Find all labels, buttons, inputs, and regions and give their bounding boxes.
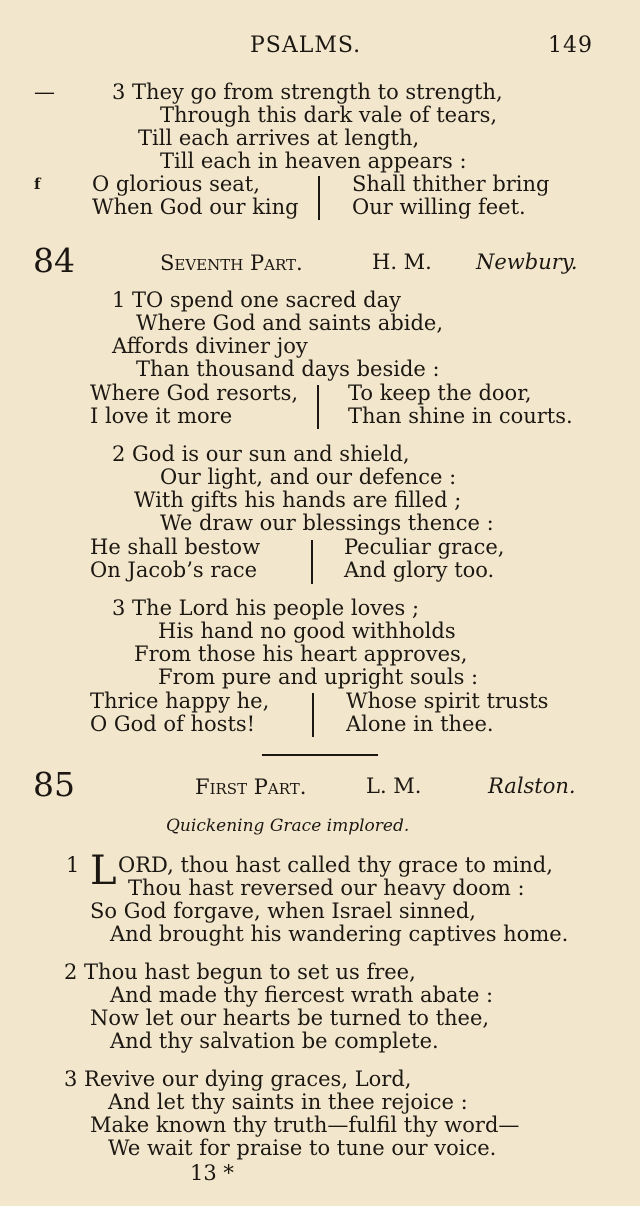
- verse-line: We draw our blessings thence :: [160, 511, 494, 535]
- couplet-right: Than shine in courts.: [348, 404, 573, 428]
- couplet-right: Peculiar grace,: [344, 535, 505, 559]
- hymn-number: 85: [33, 765, 75, 804]
- section-rule: [262, 754, 378, 756]
- couplet-left: Thrice happy he,: [90, 689, 270, 713]
- hymn-part: Seventh Part.: [160, 251, 303, 275]
- couplet-left: Where God resorts,: [90, 381, 299, 405]
- verse-dash: —: [34, 80, 55, 104]
- verse-line: Through this dark vale of tears,: [160, 103, 498, 127]
- verse-line: 2 Thou hast begun to set us free,: [64, 960, 416, 984]
- hymn-subtitle: Quickening Grace implored.: [166, 816, 410, 836]
- verse-line: With gifts his hands are filled ;: [134, 488, 462, 512]
- hymn-meter: L. M.: [366, 774, 422, 798]
- verse-line: We wait for praise to tune our voice.: [108, 1136, 497, 1160]
- hymn-part: First Part.: [195, 775, 307, 799]
- couplet-left: He shall bestow: [90, 535, 261, 559]
- verse-line: Till each in heaven appears :: [160, 149, 467, 173]
- couplet-right: Our willing feet.: [352, 195, 526, 219]
- verse-line: 3 They go from strength to strength,: [112, 80, 503, 104]
- verse-line: 1 TO spend one sacred day: [112, 288, 401, 312]
- verse-line: And thy salvation be complete.: [110, 1029, 439, 1053]
- hymn-tune: Ralston.: [488, 774, 576, 798]
- verse-line: 2 God is our sun and shield,: [112, 442, 410, 466]
- hymn-tune: Newbury.: [476, 250, 578, 274]
- running-title: PSALMS.: [250, 33, 362, 58]
- verse-line: So God forgave, when Israel sinned,: [90, 899, 476, 923]
- hymn-meter: H. M.: [372, 250, 432, 274]
- verse-line: Our light, and our defence :: [160, 465, 457, 489]
- signature-mark: 13 *: [190, 1161, 234, 1185]
- drop-cap: L: [90, 848, 117, 894]
- verse-line: From those his heart approves,: [134, 642, 468, 666]
- verse-line: 3 The Lord his people loves ;: [112, 596, 420, 620]
- verse-line: Till each arrives at length,: [138, 126, 420, 150]
- verse-line: Than thousand days beside :: [136, 357, 440, 381]
- verse-line: Now let our hearts be turned to thee,: [90, 1006, 490, 1030]
- couplet-right: And glory too.: [344, 558, 495, 582]
- verse-line: And brought his wandering captives home.: [110, 922, 569, 946]
- couplet-left: On Jacob’s race: [90, 558, 258, 582]
- verse-line: Affords diviner joy: [112, 334, 308, 358]
- verse-line: And made thy fiercest wrath abate :: [110, 983, 494, 1007]
- hymn-number: 84: [33, 241, 75, 280]
- verse-line: 3 Revive our dying graces, Lord,: [64, 1067, 412, 1091]
- verse-line: From pure and upright souls :: [158, 665, 479, 689]
- couplet-right: To keep the door,: [348, 381, 532, 405]
- verse-line: His hand no good withholds: [158, 619, 456, 643]
- couplet-left: O God of hosts!: [90, 712, 256, 736]
- couplet-right: Shall thither bring: [352, 172, 550, 196]
- couplet-left: O glorious seat,: [92, 172, 260, 196]
- couplet-right: Whose spirit trusts: [346, 689, 549, 713]
- dynamic-mark: f: [34, 175, 41, 193]
- verse-line: ORD, thou hast called thy grace to mind,: [118, 853, 553, 877]
- verse-line: Thou hast reversed our heavy doom :: [128, 876, 525, 900]
- column-divider: [317, 385, 319, 429]
- column-divider: [312, 693, 314, 737]
- page-number: 149: [548, 33, 593, 58]
- column-divider: [311, 540, 313, 584]
- couplet-left: When God our king: [92, 195, 299, 219]
- stanza-number: 1: [66, 853, 80, 877]
- column-divider: [318, 176, 320, 220]
- verse-line: Where God and saints abide,: [136, 311, 444, 335]
- verse-line: Make known thy truth—fulfil thy word—: [90, 1113, 520, 1137]
- couplet-right: Alone in thee.: [346, 712, 494, 736]
- verse-line: And let thy saints in thee rejoice :: [108, 1090, 468, 1114]
- couplet-left: I love it more: [90, 404, 233, 428]
